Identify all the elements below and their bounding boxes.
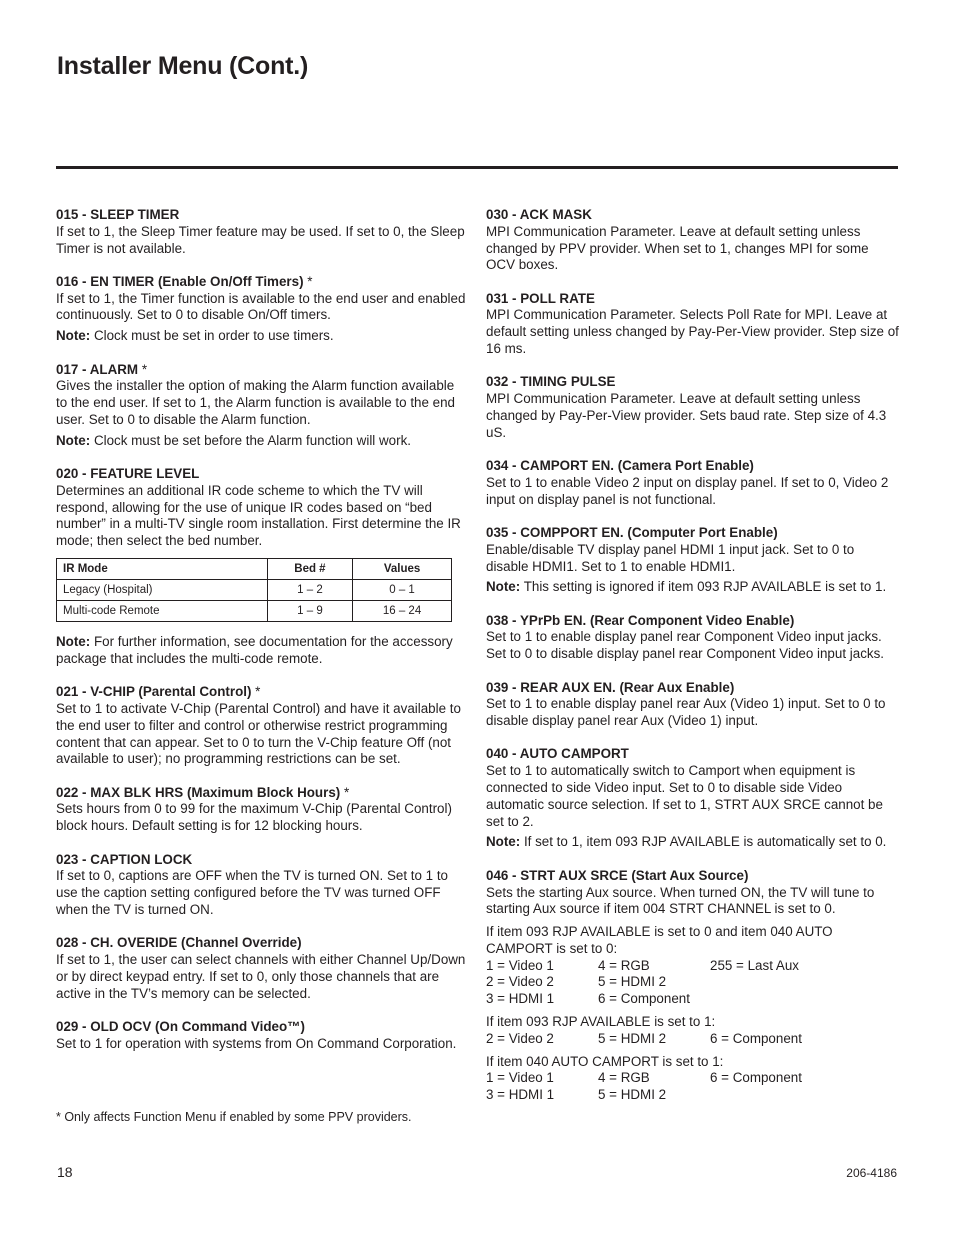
page-title: Installer Menu (Cont.) — [57, 52, 309, 80]
section-heading: 030 - ACK MASK — [486, 207, 592, 222]
section-heading: 031 - POLL RATE — [486, 290, 595, 306]
asterisk: * — [138, 361, 148, 377]
table-header-row — [57, 559, 452, 580]
table-cell: 16 – 24 — [353, 601, 452, 622]
note-text: For further information, see documentation for the accessory package that includes the multi-code remote. — [56, 634, 453, 666]
source-option: 2 = Video 2 — [486, 1030, 554, 1046]
section-heading: 016 - EN TIMER (Enable On/Off Timers) — [56, 273, 304, 289]
table-header: Values — [353, 559, 452, 580]
case-intro: If item 093 RJP AVAILABLE is set to 0 and item 040 AUTO CAMPORT is set to 0: — [486, 924, 833, 956]
section-heading: 023 - CAPTION LOCK — [56, 851, 193, 867]
section-body: Determines an additional IR code scheme to which the TV will respond, allowing for the use of unique IR codes based on “bed number” in a multi-TV single room installation. First determine the IR mode; then select the bed number. — [56, 482, 461, 549]
note — [486, 834, 900, 851]
table-header: Bed # — [267, 559, 352, 580]
note — [56, 328, 469, 345]
source-list — [486, 1070, 900, 1104]
section-body: Set to 1 to enable display panel rear Component Video input jacks. Set to 0 to disable display panel rear Component Video input jacks. — [486, 629, 884, 662]
section-heading: 034 - CAMPORT EN. (Camera Port Enable) — [486, 458, 754, 474]
section-body: Set to 1 to enable Video 2 input on display panel. If set to 0, Video 2 input on display panel is not functional. — [486, 474, 889, 507]
note-text: Clock must be set in order to use timers. — [90, 328, 334, 344]
section-032 — [486, 374, 900, 441]
asterisk: * — [340, 784, 350, 800]
section-028 — [56, 935, 469, 1002]
note-text: Clock must be set before the Alarm function will work. — [90, 432, 411, 448]
section-body: MPI Communication Parameter. Selects Poll Rate for MPI. Leave at default setting unless changed by Pay-Per-View provider. Step size of 16 ms. — [486, 307, 899, 357]
section-body: Set to 1 to automatically switch to Camport when equipment is connected to side Video input. Set to 0 to disable side Video automatic source selection. If set to 1, STRT AUX SRCE cannot be set to 2. — [486, 763, 883, 829]
source-option: 6 = Component — [710, 1070, 802, 1086]
note-label: Note: — [56, 634, 91, 650]
footnote: * Only affects Function Menu if enabled by some PPV providers. — [56, 1110, 412, 1124]
section-heading: 032 - TIMING PULSE — [486, 374, 616, 390]
note-label: Note: — [486, 834, 521, 850]
section-heading: 046 - STRT AUX SRCE (Start Aux Source) — [486, 867, 749, 883]
right-column — [486, 207, 900, 1121]
section-body: Set to 1 for operation with systems from On Command Corporation. — [56, 1035, 457, 1051]
section-016 — [56, 274, 469, 345]
source-option — [710, 991, 820, 1008]
section-body: If set to 1, the user can select channels with either Channel Up/Down or by direct keypad entry. If set to 0, only those channels that are active in the TV’s memory can be selected. — [56, 952, 466, 1001]
source-option: 1 = Video 1 — [486, 957, 554, 973]
source-option: 255 = Last Aux — [710, 957, 799, 973]
section-heading: 039 - REAR AUX EN. (Rear Aux Enable) — [486, 679, 735, 695]
source-option: 6 = Component — [598, 991, 690, 1007]
source-option: 3 = HDMI 1 — [486, 991, 555, 1007]
source-option: 1 = Video 1 — [486, 1070, 554, 1086]
section-034 — [486, 458, 900, 508]
table-row — [57, 580, 452, 601]
section-body: Gives the installer the option of making the Alarm function available to the end user. If set to 1, the Alarm function is available to the end user. Set to 0 to disable the Alarm function. — [56, 378, 455, 427]
section-015 — [56, 207, 469, 257]
asterisk: * — [303, 273, 313, 289]
section-030 — [486, 207, 900, 274]
section-heading: 040 - AUTO CAMPORT — [486, 746, 629, 762]
section-body: If set to 1, the Sleep Timer feature may be used. If set to 0, the Sleep Timer is not available. — [56, 223, 465, 256]
note-text: This setting is ignored if item 093 RJP AVAILABLE is set to 1. — [520, 579, 887, 595]
source-option — [710, 974, 820, 991]
source-list — [486, 1031, 900, 1048]
section-body: MPI Communication Parameter. Leave at default setting unless changed by PPV provider. When set to 1, changes MPI for some OCV boxes. — [486, 223, 869, 273]
section-heading: 017 - ALARM — [56, 361, 139, 377]
note — [486, 579, 900, 596]
note-text: If set to 1, item 093 RJP AVAILABLE is automatically set to 0. — [520, 834, 887, 850]
section-heading: 038 - YPrPb EN. (Rear Component Video Enable) — [486, 612, 795, 628]
table-cell: 1 – 2 — [267, 580, 352, 601]
table-cell: Multi-code Remote — [57, 601, 268, 622]
section-heading: 035 - COMPPORT EN. (Computer Port Enable) — [486, 524, 778, 540]
section-031 — [486, 291, 900, 358]
table-cell: 1 – 9 — [267, 601, 352, 622]
note-label: Note: — [56, 432, 91, 448]
note — [56, 433, 469, 450]
table-header: IR Mode — [57, 559, 268, 580]
section-body: Set to 1 to enable display panel rear Aux (Video 1) input. Set to 0 to disable display panel rear Aux (Video 1) input. — [486, 696, 886, 729]
document-number: 206-4186 — [846, 1166, 897, 1180]
section-body: Sets hours from 0 to 99 for the maximum V-Chip (Parental Control) block hours. Default setting is for 12 blocking hours. — [56, 801, 452, 834]
section-body: Sets the starting Aux source. When turned ON, the TV will tune to starting Aux source if item 004 STRT CHANNEL is set to 0. — [486, 884, 875, 917]
section-body: Enable/disable TV display panel HDMI 1 input jack. Set to 0 to disable HDMI1. Set to 1 to enable HDMI1. — [486, 541, 855, 574]
case-intro: If item 040 AUTO CAMPORT is set to 1: — [486, 1053, 724, 1069]
source-list — [486, 958, 900, 1008]
source-option: 2 = Video 2 — [486, 974, 554, 990]
section-body: MPI Communication Parameter. Leave at default setting unless changed by Pay-Per-View provider. Sets baud rate. Step size of 4.3 uS. — [486, 391, 887, 440]
section-035 — [486, 525, 900, 596]
section-body: If set to 0, captions are OFF when the TV is turned ON. Set to 1 to use the caption setting configured before the TV was turned OFF when the TV is turned ON. — [56, 868, 448, 917]
note — [56, 634, 469, 668]
source-option: 4 = RGB — [598, 1070, 650, 1086]
section-029 — [56, 1019, 469, 1053]
section-017 — [56, 362, 469, 450]
table-row — [57, 601, 452, 622]
section-040 — [486, 746, 900, 851]
section-038 — [486, 613, 900, 663]
section-046 — [486, 868, 900, 1104]
section-body: Set to 1 to activate V-Chip (Parental Control) and have it available to the end user to filter and control or otherwise restrict programming content that can appear. Set to 0 to turn the V-Chip feature Off (not available to user); no programming restrictions can be set. — [56, 700, 461, 767]
left-column — [56, 207, 469, 1069]
note-label: Note: — [56, 328, 91, 344]
section-body: If set to 1, the Timer function is available to the end user and enabled continuously. Set to 0 to disable On/Off timers. — [56, 290, 466, 323]
section-022 — [56, 785, 469, 835]
case-intro: If item 093 RJP AVAILABLE is set to 1: — [486, 1014, 716, 1030]
section-heading: 020 - FEATURE LEVEL — [56, 466, 200, 482]
page-number: 18 — [57, 1164, 73, 1180]
source-option: 5 = HDMI 2 — [598, 974, 667, 990]
source-option — [710, 1087, 820, 1104]
ir-mode-table — [56, 558, 452, 622]
section-heading: 029 - OLD OCV (On Command Video™) — [56, 1018, 305, 1034]
source-option: 6 = Component — [710, 1030, 802, 1046]
section-heading: 015 - SLEEP TIMER — [56, 207, 180, 222]
section-020 — [56, 466, 469, 668]
source-option: 5 = HDMI 2 — [598, 1087, 667, 1103]
table-cell: Legacy (Hospital) — [57, 580, 268, 601]
source-option: 5 = HDMI 2 — [598, 1030, 667, 1046]
section-039 — [486, 680, 900, 730]
section-023 — [56, 852, 469, 919]
section-heading: 028 - CH. OVERIDE (Channel Override) — [56, 935, 302, 951]
asterisk: * — [251, 684, 261, 700]
section-heading: 021 - V-CHIP (Parental Control) — [56, 684, 252, 700]
table-cell: 0 – 1 — [353, 580, 452, 601]
source-option: 4 = RGB — [598, 957, 650, 973]
section-heading: 022 - MAX BLK HRS (Maximum Block Hours) — [56, 784, 341, 800]
section-021 — [56, 684, 469, 768]
note-label: Note: — [486, 579, 521, 595]
source-option: 3 = HDMI 1 — [486, 1087, 555, 1103]
title-rule — [56, 166, 898, 169]
